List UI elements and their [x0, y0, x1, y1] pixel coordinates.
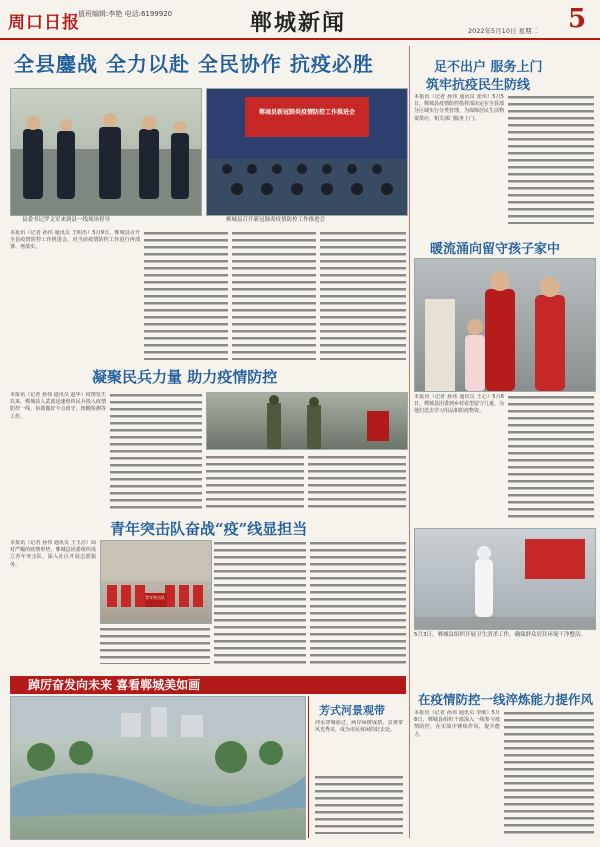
- main-headline: 全县鏖战 全力以赴 全民协作 抗疫必胜: [14, 52, 374, 76]
- right1-lead: 本报讯（记者 孙伟 通讯员 张伟）5月5日，郸城县疫情防控指挥部决定在全县部分区域实行分类管理，为保障居民生活物资供应，相关部门服务上门。: [414, 94, 504, 122]
- visit-figures-graphic: [415, 259, 595, 391]
- youth-text-col2: [100, 626, 210, 664]
- youth-text-col4: [310, 540, 406, 664]
- article1-lead: 本报讯（记者 孙伟 通讯员 王明杰）5月9日，郸城县召开全县疫情防控工作推进会，对当前疫情防控工作进行再部署、再落实。: [10, 230, 140, 251]
- mid-headline: 凝聚民兵力量 助力疫情防控: [92, 368, 278, 386]
- article1-text-col4: [320, 230, 406, 360]
- column-divider: [409, 46, 410, 838]
- bottom-banner: 踔厉奋发向未来 喜看郸城美如画: [10, 676, 406, 694]
- right3-lead: 本报讯（记者 孙伟 通讯员 李刚）5月8日，郸城县组织干部深入一线参与疫情防控，在实战中锤炼作风、提升能力。: [414, 710, 500, 738]
- disinfection-graphic: [415, 529, 595, 629]
- poem-title: 芳式河景观带: [319, 704, 385, 717]
- militia-figures-graphic: [207, 393, 407, 449]
- youth-lead: 本报讯（记者 孙伟 通讯员 王玉洁）面对严峻的疫情形势，郸城县团委组织成立青年突击队，深入社区开展志愿服务。: [10, 540, 96, 568]
- photo-children-visit: [414, 258, 596, 392]
- youth-headline: 青年突击队奋战“疫”线显担当: [110, 520, 308, 538]
- poem-lead: 河水穿城而过，两岸绿树成荫，景观带风光秀美，成为市民休闲的好去处。: [315, 720, 403, 734]
- right2-text-col2: [508, 394, 594, 518]
- page-number: 5: [568, 4, 587, 34]
- article1-text-col2: [144, 230, 228, 360]
- photo-riverside-park: [10, 696, 306, 840]
- right3-headline: 在疫情防控一线淬炼能力提作风: [418, 692, 594, 707]
- right3-caption: 5月3日，郸城县组织开展卫生消杀工作，确保群众居住环境干净整洁。: [414, 632, 587, 638]
- mid-text-col4: [308, 454, 406, 510]
- photo-militia: [206, 392, 408, 450]
- mid-text-col3: [206, 454, 304, 510]
- photo-youth-team: [100, 540, 212, 624]
- mid-text-col2: [110, 392, 202, 510]
- right2-lead: 本报讯（记者 孙伟 通讯员 王心）5月6日，郸城县团委到乡村看望留守儿童，为他们送去学习用品和防疫物资。: [414, 394, 504, 415]
- youth-text-col3: [214, 540, 306, 664]
- poem-box: [308, 696, 407, 838]
- meeting-banner-text: 郸城县新冠肺炎疫情防控工作推进会: [258, 109, 355, 116]
- youth-group-graphic: [101, 541, 211, 623]
- photo-meeting: [206, 88, 408, 216]
- park-aerial-graphic: [11, 697, 305, 839]
- youth-banner: 青年突击队: [145, 595, 165, 600]
- photo-inspection: [10, 88, 202, 216]
- photo-disinfection: [414, 528, 596, 630]
- right1-headline-line1: 足不出户 服务上门: [434, 60, 543, 75]
- photo2-caption: 郸城县召开新冠肺炎疫情防控工作推进会: [226, 217, 326, 223]
- right1-headline-line2: 筑牢抗疫民生防线: [426, 78, 531, 93]
- issue-date: 2022年5月10日 星期二: [468, 27, 539, 35]
- mid-lead: 本报讯（记者 孙伟 通讯员 赵华）疫情发生以来，郸城县人武部迅速组织民兵投入疫情防控一线，协助做好卡点值守、核酸检测等工作。: [10, 392, 106, 420]
- editor-info: 值班编辑:李艳 电话:6199920: [78, 10, 173, 18]
- article1-text-col3: [232, 230, 316, 360]
- newspaper-logo: 周口日报: [8, 13, 80, 33]
- right3-text-col2: [504, 710, 594, 838]
- section-title: 郸城新闻: [250, 10, 347, 36]
- photo1-caption: 县委书记罗文军来到县一线现场督导: [22, 217, 111, 223]
- poem-text: [315, 774, 403, 834]
- right1-text-col2: [508, 94, 594, 224]
- right2-headline: 暖流涌向留守孩子家中: [430, 242, 561, 257]
- people-figures-graphic: [11, 89, 201, 215]
